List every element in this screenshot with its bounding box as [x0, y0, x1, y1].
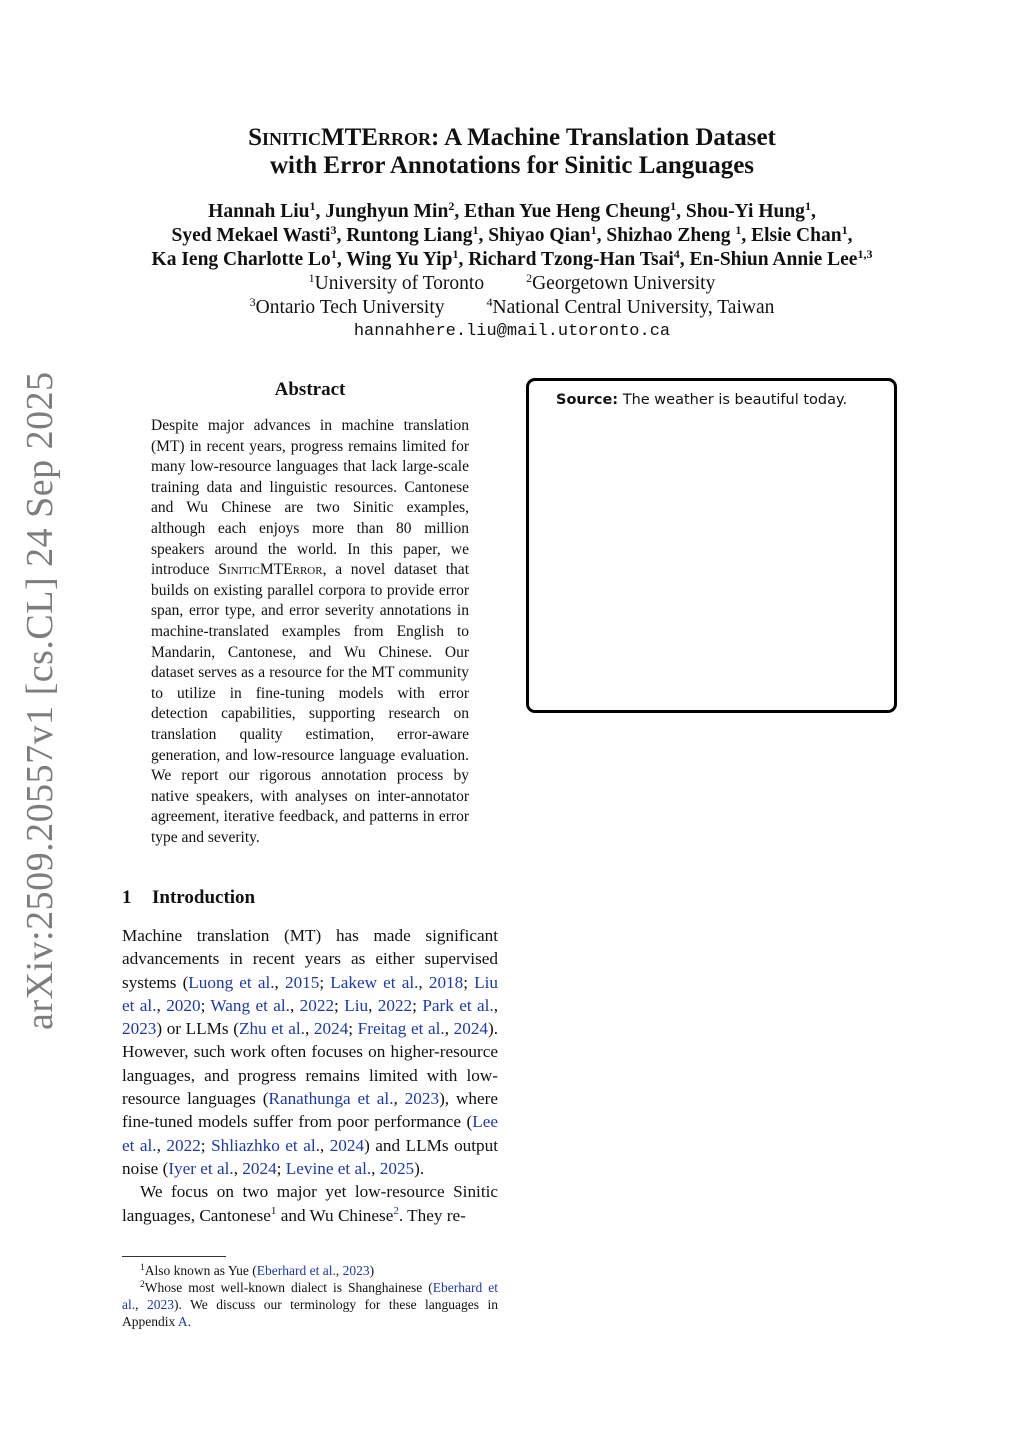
text-run: ,	[493, 995, 498, 1015]
text-run: Also known as Yue (	[144, 1263, 257, 1278]
author-affiliation-mark: 1	[330, 247, 337, 261]
footnote	[122, 1279, 498, 1330]
citation-link[interactable]: Wang et al.	[210, 995, 290, 1015]
author-name: Shiyao Qian	[488, 225, 591, 246]
text-run: )	[369, 1263, 375, 1278]
text-run: We focus on two major yet low-resource Sinitic languages, Cantonese	[122, 1182, 498, 1225]
source-sentence: The weather is beautiful today.	[622, 392, 848, 408]
intro-paragraph-1	[122, 924, 498, 1180]
author-name: Richard Tzong-Han Tsai	[468, 249, 674, 270]
author-line: Syed Mekael Wasti$^3$, Runtong Liang$^1$, Shiyao Qian$^1$, Shizhao Zheng $^1$, Elsie Chan$^1$,	[171, 223, 853, 246]
text-run: ).	[414, 1158, 425, 1178]
citation-link[interactable]: 2022	[377, 995, 413, 1015]
text-run: ;	[200, 995, 211, 1015]
author-name: Elsie Chan	[751, 225, 842, 246]
citation-link[interactable]: Park et al.	[422, 995, 494, 1015]
affiliations	[0, 272, 1024, 320]
dataset-name-inline: SiniticMTError	[218, 561, 323, 579]
author-name: Junghyun Min	[325, 201, 449, 222]
affiliation-mark: 4	[486, 295, 493, 309]
text-run: ;	[319, 972, 331, 992]
text-run: ;	[276, 1158, 286, 1178]
text-run: ). However, such work often focuses on higher-resource languages, and progress remains limited with low-resource languages (	[122, 1019, 499, 1109]
abstract-text-end: , a novel dataset that builds on existing parallel corpora to provide error span, error type, and error severity annotations in machine-translated examples from English to Mandarin, Cantonese, and Wu Chinese. Our dataset serves as a resource for the MT community to utilize in fine-tuning models with error detection capabilities, supporting research on translation quality estimation, error-aware generation, and low-resource language evaluation. We report our rigorous annotation process by native speakers, with analyses on inter-annotator agreement, iterative feedback, and patterns in error type and severity.	[151, 561, 469, 846]
text-run: ,	[393, 1089, 405, 1109]
text-run: ,	[335, 1263, 343, 1278]
author-affiliation-mark: 1	[452, 247, 459, 261]
text-run: ,	[233, 1158, 243, 1178]
title-line1-rest: : A Machine Translation Dataset	[430, 124, 776, 151]
citation-link[interactable]: Levine et al.	[285, 1158, 372, 1178]
introduction-text	[122, 924, 498, 1227]
citation-link[interactable]: Lee et al.	[122, 1112, 498, 1155]
author-name: En-Shiun Annie Lee	[689, 249, 858, 270]
citation-link[interactable]: 2024	[329, 1135, 365, 1155]
text-run: and Wu Chinese	[276, 1205, 394, 1225]
text-run: ) or LLMs (	[156, 1019, 239, 1039]
author-affiliation-mark: 3	[330, 223, 337, 237]
text-run: ) and LLMs output noise (	[122, 1135, 499, 1178]
paper-title	[0, 124, 1024, 180]
text-run: ,	[156, 995, 167, 1015]
author-name: Ka Ieng Charlotte Lo	[151, 249, 331, 270]
text-run: ;	[463, 972, 475, 992]
text-run: .	[187, 1314, 191, 1329]
citation-link[interactable]: Liu et al.	[122, 972, 499, 1015]
text-run: ,	[319, 1135, 330, 1155]
abstract-text-start: Despite major advances in machine translation (MT) in recent years, progress remains limited for many low-resource languages that lack large-scale training data and linguistic resources. Cantonese and Wu Chinese are two Sinitic examples, although each enjoys more than 80 million speakers around the world. In this paper, we introduce	[151, 417, 469, 579]
citation-link[interactable]: 2023	[404, 1089, 440, 1109]
citation-link[interactable]: 2020	[166, 995, 201, 1015]
citation-link[interactable]: 2015	[284, 972, 320, 992]
citation-link[interactable]: 2022	[299, 995, 335, 1015]
text-run: ,	[371, 1158, 380, 1178]
citation-link[interactable]: A	[177, 1314, 188, 1329]
affiliation-name: University of Toronto	[314, 273, 485, 294]
citation-link[interactable]: Luong et al.	[188, 972, 275, 992]
author-name: Ethan Yue Heng Cheung	[464, 201, 671, 222]
text-run: . They re-	[398, 1205, 466, 1225]
figure-source-line	[556, 392, 894, 408]
text-run: ,	[135, 1297, 147, 1312]
author-name: Hannah Liu	[208, 201, 310, 222]
author-affiliation-mark: 1	[309, 199, 316, 213]
affiliation-mark: 3	[249, 295, 256, 309]
footnotes	[122, 1262, 498, 1330]
footnote-mark: 1	[140, 1263, 145, 1273]
citation-link[interactable]: Liu	[344, 995, 369, 1015]
author-affiliation-mark: 1	[670, 199, 677, 213]
author-affiliation-mark: 1,3	[857, 247, 873, 261]
section-title: Introduction	[152, 887, 256, 908]
author-line: Ka Ieng Charlotte Lo$^1$, Wing Yu Yip$^1$, Richard Tzong-Han Tsai$^4$, En-Shiun Annie Lee$^{1,3}$	[151, 247, 873, 270]
citation-link[interactable]: Lakew et al.	[330, 972, 419, 992]
figure-example-box	[526, 378, 897, 713]
text-run: ,	[368, 995, 378, 1015]
affiliation-row-2	[0, 296, 1024, 320]
affiliation-name: Ontario Tech University	[255, 297, 445, 318]
arxiv-identifier: arXiv:2509.20557v1 [cs.CL] 24 Sep 2025	[19, 371, 61, 1030]
author-affiliation-mark: 2	[448, 199, 455, 213]
author-affiliation-mark: 1	[735, 223, 742, 237]
citation-link[interactable]: Shliazhko et al.	[211, 1135, 320, 1155]
section-heading	[122, 887, 255, 909]
citation-link[interactable]: 2023	[342, 1263, 370, 1278]
author-name: Syed Mekael Wasti	[171, 225, 331, 246]
author-line: Hannah Liu$^1$, Junghyun Min$^2$, Ethan Yue Heng Cheung$^1$, Shou-Yi Hung$^1$,	[208, 199, 816, 222]
author-affiliation-mark: 1	[590, 223, 597, 237]
text-run: ,	[289, 995, 300, 1015]
abstract-body	[151, 416, 469, 848]
affiliation-row-1	[0, 272, 1024, 296]
citation-link[interactable]: 2023	[146, 1297, 174, 1312]
text-run: ;	[200, 1135, 212, 1155]
affiliation-mark: 2	[526, 271, 533, 285]
author-name: Wing Yu Yip	[346, 249, 453, 270]
citation-link[interactable]: 2022	[166, 1135, 201, 1155]
affiliation-name: National Central University, Taiwan	[492, 297, 775, 318]
text-run: ;	[412, 995, 423, 1015]
footnote-divider	[122, 1256, 226, 1257]
author-list	[0, 200, 1024, 272]
text-run: ,	[418, 972, 429, 992]
text-run: ,	[304, 1019, 314, 1039]
citation-link[interactable]: Eberhard et al.	[122, 1280, 498, 1312]
author-name: Shizhao Zheng	[606, 225, 736, 246]
footnote-mark: 2	[140, 1280, 145, 1290]
citation-link[interactable]: 2	[393, 1204, 399, 1217]
citation-link[interactable]: Eberhard et al.	[256, 1263, 336, 1278]
dataset-name: SiniticMTError	[248, 124, 431, 151]
author-name: Shou-Yi Hung	[685, 201, 805, 222]
text-run: ). We discuss our terminology for these languages in Appendix	[122, 1297, 499, 1329]
section-number: 1	[122, 887, 132, 908]
citation-link[interactable]: 2024	[453, 1019, 488, 1039]
citation-link[interactable]: 2024	[313, 1019, 349, 1039]
text-run: Whose most well-known dialect is Shanghainese (	[144, 1280, 433, 1295]
intro-paragraph-2	[122, 1180, 498, 1227]
text-run: Machine translation (MT) has made significant advancements in recent years as either supervised systems (	[122, 926, 498, 992]
citation-link[interactable]: 2025	[379, 1158, 415, 1178]
footnote-mark: 1	[270, 1204, 277, 1217]
abstract-heading: Abstract	[274, 379, 346, 400]
citation-link[interactable]: 2018	[428, 972, 464, 992]
text-run: ,	[156, 1135, 167, 1155]
text-run: ,	[444, 1019, 454, 1039]
title-line2: with Error Annotations for Sinitic Languages	[269, 152, 755, 179]
author-affiliation-mark: 4	[673, 247, 680, 261]
citation-link[interactable]: 2024	[242, 1158, 277, 1178]
citation-link[interactable]: Zhu et al.	[238, 1019, 305, 1039]
affiliation-mark: 1	[308, 271, 315, 285]
citation-link[interactable]: 2023	[122, 1019, 157, 1039]
author-name: Runtong Liang	[346, 225, 473, 246]
author-affiliation-mark: 1	[841, 223, 848, 237]
text-run: ;	[348, 1019, 358, 1039]
text-run: ), where fine-tuned models suffer from poor performance (	[122, 1089, 498, 1132]
author-affiliation-mark: 1	[472, 223, 479, 237]
citation-link[interactable]: Ranathunga et al.	[268, 1089, 394, 1109]
author-affiliation-mark: 1	[804, 199, 811, 213]
affiliation-name: Georgetown University	[532, 273, 716, 294]
citation-link[interactable]: Freitag et al.	[357, 1019, 445, 1039]
footnote	[122, 1262, 498, 1279]
text-run: ;	[334, 995, 345, 1015]
text-run: ,	[274, 972, 285, 992]
source-label: Source:	[556, 392, 619, 408]
citation-link[interactable]: Iyer et al.	[168, 1158, 234, 1178]
contact-email[interactable]: hannahhere.liu@mail.utoronto.ca	[353, 322, 671, 341]
